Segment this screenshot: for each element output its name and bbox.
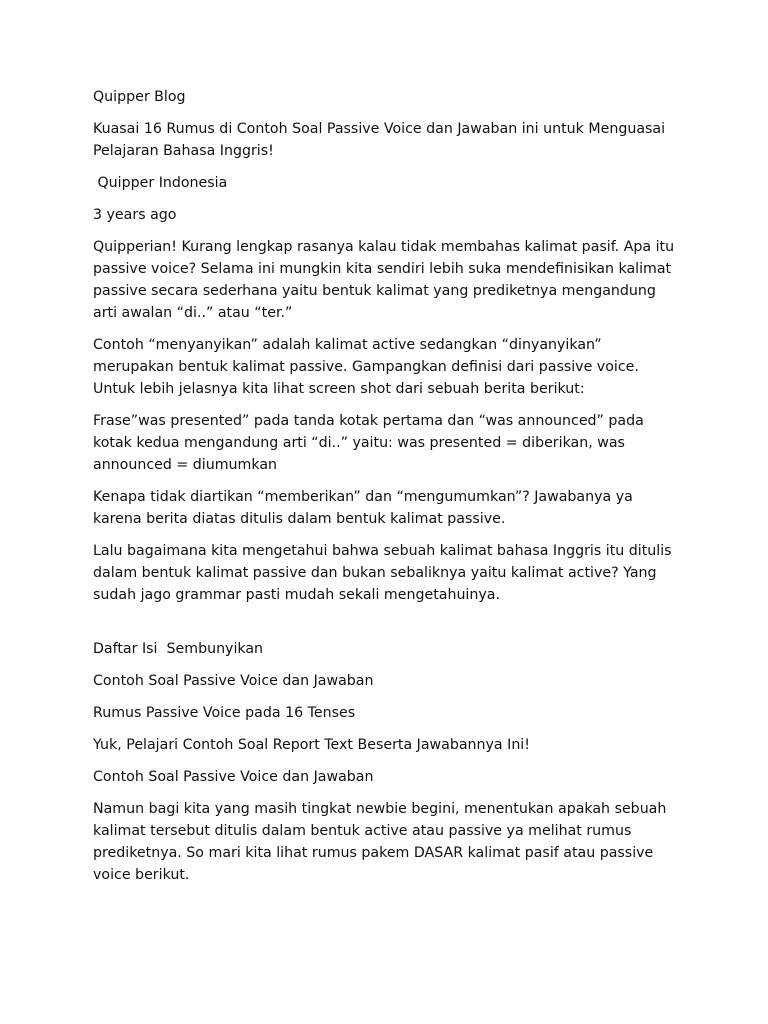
toc-toggle-link[interactable]: Sembunyikan	[166, 641, 264, 657]
closing-paragraph: Namun bagi kita yang masih tingkat newbie begini, menentukan apakah sebuah kalimat tersebut ditulis dalam bentuk active atau passive ya melihat rumus prediketnya. So mari kita lihat rumus pakem DASAR kalimat pasif atau passive voice berikut.	[93, 801, 667, 883]
article-date: 3 years ago	[93, 207, 177, 223]
toc-item[interactable]: Contoh Soal Passive Voice dan Jawaban	[93, 673, 374, 689]
article-title: Kuasai 16 Rumus di Contoh Soal Passive Voice dan Jawaban ini untuk Menguasai Pelajaran Bahasa Inggris!	[93, 121, 666, 159]
toc-item[interactable]: Yuk, Pelajari Contoh Soal Report Text Beserta Jawabannya Ini!	[93, 737, 530, 753]
toc-item[interactable]: Rumus Passive Voice pada 16 Tenses	[93, 705, 356, 721]
paragraph: Contoh “menyanyikan” adalah kalimat active sedangkan “dinyanyikan” merupakan bentuk kalimat passive. Gampangkan definisi dari passive voice. Untuk lebih jelasnya kita lihat screen shot dari sebuah berita berikut:	[93, 337, 639, 397]
paragraph: Kenapa tidak diartikan “memberikan” dan “mengumumkan”? Jawabanya ya karena berita diatas ditulis dalam bentuk kalimat passive.	[93, 489, 633, 527]
toc-label: Daftar Isi	[93, 641, 162, 657]
paragraph: Frase”was presented” pada tanda kotak pertama dan “was announced” pada kotak kedua mengandung arti “di..” yaitu: was presented = diberikan, was announced = diumumkan	[93, 413, 644, 473]
blog-name: Quipper Blog	[93, 89, 186, 105]
section-heading: Contoh Soal Passive Voice dan Jawaban	[93, 769, 374, 785]
paragraph: Lalu bagaimana kita mengetahui bahwa sebuah kalimat bahasa Inggris itu ditulis dalam bentuk kalimat passive dan bukan sebaliknya yaitu kalimat active? Yang sudah jago grammar pasti mudah sekali mengetahuinya.	[93, 543, 672, 603]
document-body	[93, 86, 675, 896]
paragraph: Quipperian! Kurang lengkap rasanya kalau tidak membahas kalimat pasif. Apa itu passive voice? Selama ini mungkin kita sendiri lebih suka mendefinisikan kalimat passive secara sederhana yaitu bentuk kalimat yang prediketnya mengandung arti awalan “di..” atau “ter.”	[93, 239, 675, 321]
article-author: Quipper Indonesia	[93, 175, 228, 191]
table-of-contents-header	[93, 638, 675, 660]
